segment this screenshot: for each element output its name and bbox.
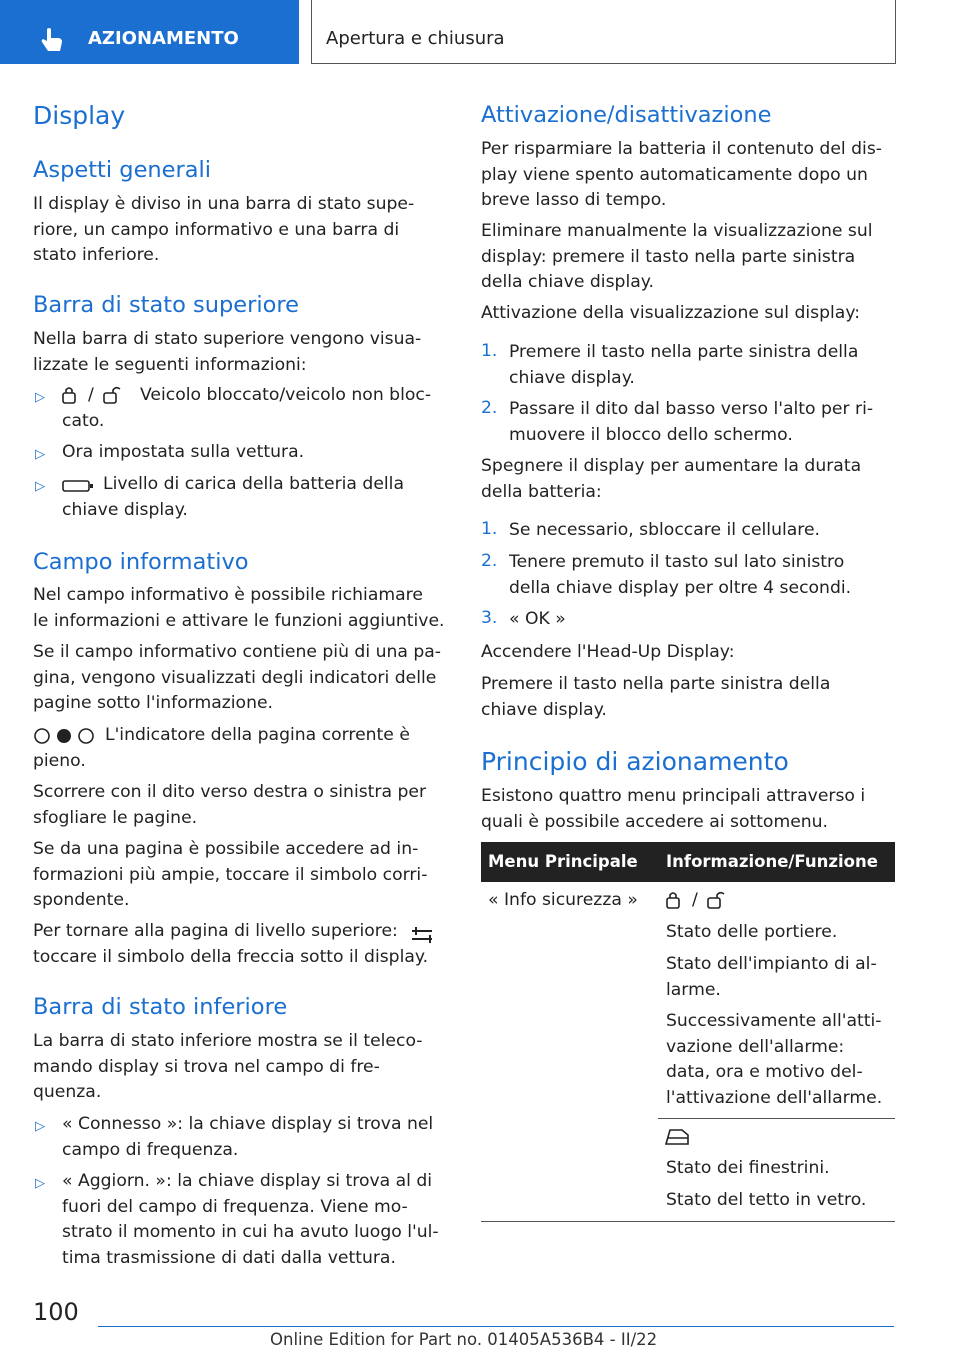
page-title: Display <box>33 101 126 130</box>
text-line: della chiave display per oltre 4 secondi. <box>509 577 852 598</box>
general-text <box>33 192 414 269</box>
lower-bar-text <box>33 1029 422 1106</box>
table-row-divider <box>658 1118 895 1119</box>
text-line: toccare il simbolo della freccia sotto il display. <box>33 946 429 967</box>
table-cell-alarm-activation <box>666 1009 882 1111</box>
text-line: Per risparmiare la batteria il contenuto del dis- <box>481 139 882 159</box>
text-line: vazione dell'allarme: <box>666 1036 845 1057</box>
text-line: Premere il tasto nella parte sinistra della <box>481 674 831 694</box>
info-text-2 <box>33 640 441 717</box>
text-line: Se il campo informativo contiene più di una pa- <box>33 642 442 662</box>
text-line: spondente. <box>33 890 130 910</box>
step-number: 1. <box>481 341 498 361</box>
bullet-locked-text <box>62 383 452 434</box>
text-line: le informazioni e attivare le funzioni aggiuntive. <box>33 610 445 631</box>
info-text-4 <box>33 780 426 831</box>
table-cell-glass-roof <box>666 1188 866 1214</box>
info-text-1 <box>33 583 445 634</box>
text-line: gina, vengono visualizzati degli indicatori delle <box>33 667 437 688</box>
text-line: Passare il dito dal basso verso l'alto per ri- <box>509 399 874 419</box>
step-number: 2. <box>481 398 498 418</box>
text-line: chiave display. <box>481 699 607 720</box>
step-number: 2. <box>481 551 498 571</box>
table-header-menu: Menu Principale <box>488 852 638 871</box>
back-arrow-icon <box>410 925 436 945</box>
bullet-time-text <box>62 440 304 466</box>
text-line: mando display si trova nel campo di fre- <box>33 1056 380 1077</box>
info-heading: Campo informativo <box>33 549 249 575</box>
text-line: fuori del campo di frequenza. Viene mo- <box>62 1196 408 1217</box>
text-line: Per tornare alla pagina di livello superiore: <box>33 921 398 941</box>
text-line: play viene spento automaticamente dopo un <box>481 164 868 185</box>
text-line: Se da una pagina è possibile accedere ad in- <box>33 839 419 859</box>
text-line: Veicolo bloccato/veicolo non bloc- <box>140 385 432 405</box>
act-step-2 <box>509 397 873 448</box>
chapter-tab <box>311 0 896 64</box>
text-line: Premere il tasto nella parte sinistra della <box>509 342 859 362</box>
bullet-icon: ▷ <box>35 390 45 405</box>
info-text-5 <box>33 837 427 914</box>
principle-text <box>481 784 865 835</box>
table-cell-menu: « Info sicurezza » <box>488 890 638 910</box>
text-line: Livello di carica della batteria della <box>103 474 404 494</box>
table-header-function: Informazione/Funzione <box>666 852 878 871</box>
text-line: formazioni più ampie, toccare il simbolo corri- <box>33 864 428 885</box>
info-text-6 <box>33 919 428 970</box>
text-line: « OK » <box>509 609 566 629</box>
bullet-battery-text <box>62 472 452 523</box>
text-line: pagine sotto l'informazione. <box>33 693 274 713</box>
upper-bar-heading: Barra di stato superiore <box>33 292 300 318</box>
upper-bar-text <box>33 327 421 378</box>
text-line: data, ora e motivo del- <box>666 1062 863 1082</box>
footer-rule <box>98 1326 894 1327</box>
step-number: 3. <box>481 608 498 628</box>
activation-heading: Attivazione/disattivazione <box>481 102 772 128</box>
bullet-icon: ▷ <box>35 1119 45 1134</box>
text-line: Attivazione della visualizzazione sul display: <box>481 303 861 323</box>
text-line: Scorrere con il dito verso destra o sinistra per <box>33 782 427 802</box>
lower-bar-heading: Barra di stato inferiore <box>33 994 288 1020</box>
text-line: sfogliare le pagine. <box>33 807 198 828</box>
text-line: Eliminare manualmente la visualizzazione sul <box>481 221 873 241</box>
text-line: stato inferiore. <box>33 245 160 265</box>
text-line: L'indicatore della pagina corrente è <box>105 725 410 745</box>
act-text-6 <box>481 672 830 723</box>
edition-label: Online Edition for Part no. 01405A536B4 - II/22 <box>270 1330 658 1349</box>
text-line: l'attivazione dell'allarme. <box>666 1087 883 1108</box>
text-line: chiave display. <box>62 499 188 520</box>
section-tab <box>0 0 299 64</box>
text-line: Stato del tetto in vetro. <box>666 1190 867 1210</box>
bullet-icon: ▷ <box>35 447 45 462</box>
text-line: tima trasmissione di dati dalla vettura. <box>62 1247 396 1268</box>
text-line: riore, un campo informativo e una barra di <box>33 219 400 240</box>
bullet-update-text <box>62 1169 439 1271</box>
hand-pointer-icon <box>38 26 66 54</box>
text-line: campo di frequenza. <box>62 1139 239 1160</box>
step-number: 1. <box>481 519 498 539</box>
act-text-3 <box>481 301 860 327</box>
text-line: Se necessario, sbloccare il cellulare. <box>509 520 820 540</box>
chapter-title: Apertura e chiusura <box>326 28 505 49</box>
text-line: larme. <box>666 979 721 1000</box>
table-bottom-rule <box>481 1221 895 1222</box>
window-icon <box>664 1127 692 1147</box>
text-line: Esistono quattro menu principali attraverso i <box>481 786 866 806</box>
page-number: 100 <box>33 1298 79 1326</box>
text-line: « Connesso »: la chiave display si trova nel <box>62 1114 434 1134</box>
text-line: Nella barra di stato superiore vengono visua- <box>33 329 422 349</box>
text-line: muovere il blocco dello schermo. <box>509 424 793 445</box>
text-line: « Aggiorn. »: la chiave display si trova al di <box>62 1171 433 1191</box>
info-text-3 <box>33 723 433 774</box>
act-text-4 <box>481 454 861 505</box>
text-line: La barra di stato inferiore mostra se il teleco- <box>33 1031 423 1051</box>
principle-heading: Principio di azionamento <box>481 747 789 776</box>
table-cell-windows <box>666 1156 830 1182</box>
lock-open-icon <box>706 891 730 909</box>
text-line: Stato dell'impianto di al- <box>666 954 877 974</box>
lock-separator: / <box>692 890 698 910</box>
general-heading: Aspetti generali <box>33 157 212 183</box>
text-line: strato il momento in cui ha avuto luogo l'ul- <box>62 1222 439 1242</box>
act-step-1 <box>509 340 858 391</box>
table-cell-alarm <box>666 952 877 1003</box>
table-header <box>481 842 895 882</box>
act-text-2 <box>481 219 873 296</box>
off-step-1 <box>509 518 820 544</box>
text-line: della batteria: <box>481 481 602 502</box>
text-line: breve lasso di tempo. <box>481 190 667 210</box>
text-line: della chiave display. <box>481 272 654 292</box>
act-text-1 <box>481 137 882 214</box>
off-step-3 <box>509 607 566 633</box>
text-line: quenza. <box>33 1082 102 1102</box>
text-line: cato. <box>62 410 105 431</box>
text-line: Nel campo informativo è possibile richiamare <box>33 585 423 605</box>
text-line: display: premere il tasto nella parte sinistra <box>481 246 856 267</box>
bullet-icon: ▷ <box>35 479 45 494</box>
act-text-5 <box>481 640 735 666</box>
text-line: lizzate le seguenti informazioni: <box>33 354 307 375</box>
text-line: Ora impostata sulla vettura. <box>62 442 305 462</box>
off-step-2 <box>509 550 851 601</box>
section-title: AZIONAMENTO <box>88 28 239 49</box>
bullet-connected-text <box>62 1112 433 1163</box>
text-line: Stato delle portiere. <box>666 922 838 942</box>
text-line: pieno. <box>33 750 86 771</box>
lock-separator: / <box>88 385 94 405</box>
text-line: quali è possibile accedere ai sottomenu. <box>481 811 829 832</box>
bullet-icon: ▷ <box>35 1176 45 1191</box>
table-cell-doors <box>666 920 837 946</box>
lock-closed-icon <box>664 891 684 909</box>
text-line: Tenere premuto il tasto sul lato sinistro <box>509 552 845 572</box>
text-line: Accendere l'Head-Up Display: <box>481 642 735 662</box>
text-line: Spegnere il display per aumentare la durata <box>481 456 862 476</box>
text-line: Il display è diviso in una barra di stato supe- <box>33 194 415 214</box>
text-line: Stato dei finestrini. <box>666 1158 830 1178</box>
text-line: chiave display. <box>509 367 635 388</box>
text-line: Successivamente all'atti- <box>666 1011 882 1031</box>
